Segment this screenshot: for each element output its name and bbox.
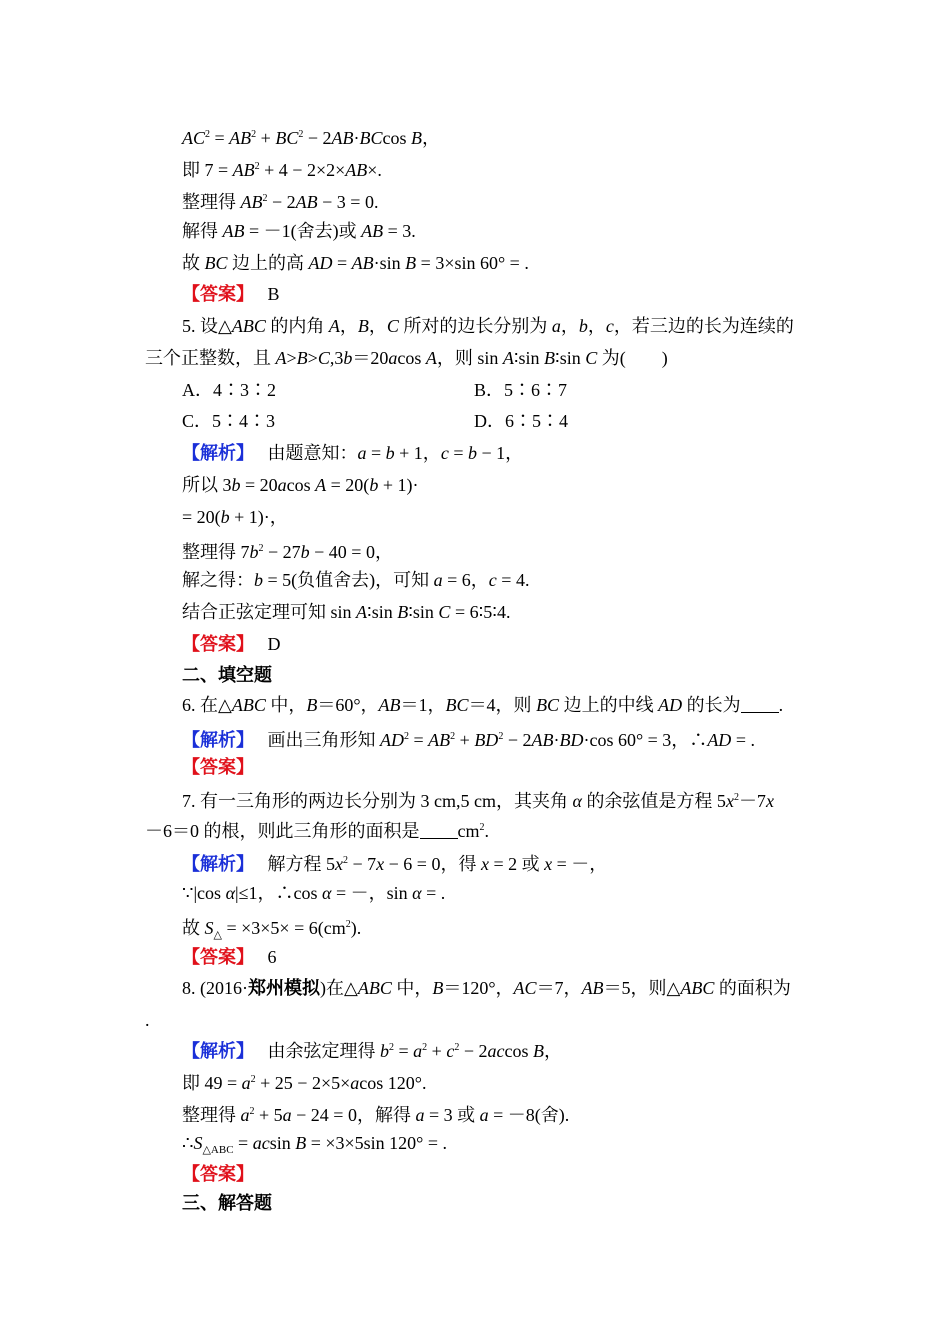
text-segment: BC (275, 128, 299, 148)
text-segment: BD (474, 730, 499, 750)
text-segment: AB (240, 192, 263, 212)
text-line (182, 850, 607, 876)
choice-option: C．5∶4∶3 (182, 411, 276, 431)
text-segment: ， (560, 316, 579, 336)
text-segment: 2 (479, 822, 485, 833)
text-segment: = －1(舍去)或 (244, 221, 362, 241)
text-segment: = (409, 730, 429, 750)
text-segment: + 1)·， (229, 507, 288, 527)
text-line (182, 220, 416, 242)
text-segment: ∵|cos (182, 883, 226, 903)
text-segment: 解之得： (182, 570, 254, 590)
text-segment: cos (397, 348, 426, 368)
text-segment: a (551, 316, 561, 336)
text-segment: ， (368, 316, 387, 336)
text-segment: a (433, 570, 443, 590)
text-line (182, 977, 791, 999)
text-segment: ， (587, 316, 606, 336)
text-segment: = －， (552, 854, 608, 874)
text-segment: . (145, 1010, 150, 1030)
text-segment: ， (543, 1041, 562, 1061)
text-segment: = . (421, 883, 446, 903)
text-segment: BC (536, 695, 560, 715)
text-line (182, 664, 272, 686)
text-segment: c (496, 1041, 505, 1061)
text-segment: x (765, 791, 774, 811)
text-segment: 的内角 (265, 316, 329, 336)
text-line (182, 882, 445, 904)
text-segment: α (225, 883, 236, 903)
text-segment: AB (295, 192, 318, 212)
text-segment: A (356, 602, 368, 622)
text-segment: − 7 (348, 854, 377, 874)
text-segment: = (210, 128, 230, 148)
text-segment: x (480, 854, 489, 874)
text-segment: 2 (298, 129, 304, 140)
text-segment: 2 (262, 193, 268, 204)
blank-underline (741, 696, 779, 713)
text-segment: 结合正弦定理可知 sin (182, 602, 357, 622)
text-segment: sin (269, 1133, 296, 1153)
text-line (182, 601, 510, 623)
analysis-label: 【解析】 (182, 854, 245, 875)
text-line (182, 1192, 272, 1214)
text-line (182, 1069, 426, 1094)
text-segment: AD (380, 730, 404, 750)
text-segment: |≤1，∴cos (235, 883, 322, 903)
text-segment: 2 (254, 161, 260, 172)
text-segment: 三个正整数，且 (145, 348, 276, 368)
text-segment: S (193, 1133, 203, 1153)
text-segment: 2 (422, 1042, 428, 1053)
text-segment: ·cos 60° = 3，∴ (583, 730, 708, 750)
text-segment: a (415, 1105, 425, 1125)
text-segment: + 1， (394, 443, 441, 463)
text-segment: = (332, 253, 352, 273)
text-segment: AB (232, 160, 255, 180)
text-segment: b (385, 443, 395, 463)
text-segment: + (455, 730, 475, 750)
text-segment: 由题意知： (245, 443, 358, 463)
text-line (145, 817, 489, 842)
text-segment: 即 7 = (182, 160, 233, 180)
text-segment: D (245, 634, 281, 654)
text-segment: 2 (345, 919, 351, 930)
text-segment: b (343, 348, 353, 368)
text-segment: 2 (498, 731, 504, 742)
text-line (182, 756, 254, 779)
text-segment: b (467, 443, 477, 463)
answer-label: 【答案】 (182, 947, 245, 968)
text-segment: cos 120°. (359, 1073, 427, 1093)
text-segment: − 2 (503, 730, 532, 750)
blank-underline (420, 822, 458, 839)
text-segment: ∶sin (367, 602, 398, 622)
text-segment: 故 (182, 918, 205, 938)
text-segment: a (487, 1041, 497, 1061)
text-segment: 2 (389, 1042, 394, 1053)
text-segment: = (233, 1133, 253, 1153)
text-segment: a (241, 1073, 251, 1093)
text-segment: AB (229, 128, 252, 148)
text-segment: 2 (205, 129, 211, 140)
text-segment: ， (422, 128, 441, 148)
text-segment: = －8(舍). (488, 1105, 570, 1125)
text-segment: 整理得 7 (182, 542, 250, 562)
text-line (182, 188, 378, 213)
text-segment: − 2 (267, 192, 296, 212)
text-segment: ＝4，则 (468, 695, 537, 715)
text-segment: ＝7， (536, 978, 582, 998)
text-segment: ac (252, 1133, 270, 1153)
text-segment: △ABC (202, 1144, 234, 1156)
text-segment: 7. 有一三角形的两边长分别为 3 cm,5 cm，其夹角 (182, 791, 573, 811)
text-segment: ∶sin (408, 602, 439, 622)
choice-option: A．4∶3∶2 (182, 380, 276, 400)
text-line (182, 410, 568, 432)
text-segment: 为( ) (597, 348, 668, 368)
text-segment: α (322, 883, 332, 903)
text-segment: c (440, 443, 449, 463)
text-segment: a (479, 1105, 489, 1125)
analysis-label: 【解析】 (182, 1041, 245, 1062)
text-segment: = (394, 1041, 414, 1061)
text-segment: 2 (450, 731, 456, 742)
text-segment: 解得 (182, 221, 223, 241)
text-segment: . (778, 695, 784, 715)
section-heading: 二、填空题 (182, 665, 272, 685)
text-segment: α (412, 883, 422, 903)
text-segment: B (306, 695, 318, 715)
text-segment: b (220, 507, 230, 527)
text-segment: ). (350, 918, 362, 938)
text-segment: + 25 − 2×5× (255, 1073, 351, 1093)
text-segment: 的长为 (682, 695, 741, 715)
text-line (182, 694, 783, 716)
text-segment: = 3 或 (424, 1105, 480, 1125)
text-segment: = (448, 443, 468, 463)
text-segment: b (249, 542, 259, 562)
text-segment: 中， (265, 695, 307, 715)
text-line (182, 379, 567, 401)
text-segment: + 4 − 2×2× (259, 160, 346, 180)
text-line (182, 787, 774, 812)
text-segment: ABC (357, 978, 392, 998)
text-segment: α (572, 791, 582, 811)
text-segment: ∶sin (555, 348, 586, 368)
text-segment: + (427, 1041, 447, 1061)
answer-label: 【答案】 (182, 634, 245, 655)
text-segment: 2 (343, 855, 348, 866)
text-segment: A (328, 316, 340, 336)
text-segment: A (425, 348, 437, 368)
section-heading: 三、解答题 (182, 1193, 272, 1213)
text-segment: − 2 (303, 128, 332, 148)
text-segment: AB (531, 730, 554, 750)
analysis-label: 【解析】 (182, 730, 245, 751)
text-line (182, 1101, 569, 1126)
text-segment: S (204, 918, 214, 938)
analysis-label: 【解析】 (182, 443, 245, 464)
text-segment: AB (361, 221, 384, 241)
text-segment: ABC (231, 316, 266, 336)
text-segment: D．6∶5∶4 (474, 411, 568, 431)
text-segment: ∶sin (513, 348, 545, 368)
text-segment: B．5∶6∶7 (474, 380, 568, 400)
text-segment: 2 (258, 543, 264, 554)
text-segment: ＝120°， (443, 978, 514, 998)
text-segment: = 5(负值舍去)，可知 (263, 570, 434, 590)
answer-label: 【答案】 (182, 284, 245, 305)
text-segment: 即 49 = (182, 1073, 242, 1093)
text-segment: = 3. (383, 221, 416, 241)
text-segment: ABC (231, 695, 266, 715)
text-segment: a (282, 1105, 292, 1125)
text-segment: B (532, 1041, 544, 1061)
section-heading: 郑州模拟 (248, 978, 320, 998)
text-segment: 6 (245, 947, 277, 967)
text-segment: ×. (367, 160, 382, 180)
text-segment: AC (513, 978, 537, 998)
text-segment: b (231, 475, 241, 495)
text-line (182, 506, 288, 528)
text-segment: − 40 = 0， (309, 542, 393, 562)
text-segment: a (388, 348, 398, 368)
text-segment: = ×3×5× = 6(cm (221, 918, 346, 938)
text-segment: − 1， (476, 443, 524, 463)
text-line (182, 538, 393, 563)
text-segment: a (413, 1041, 423, 1061)
text-segment: a (350, 1073, 360, 1093)
text-segment: = －，sin (331, 883, 413, 903)
text-segment: AB (428, 730, 451, 750)
text-segment: − 3 = 0. (317, 192, 379, 212)
text-segment: = 4. (496, 570, 530, 590)
text-segment: − 6 = 0，得 (384, 854, 481, 874)
text-segment: ABC (680, 978, 715, 998)
text-line (182, 1163, 254, 1186)
text-segment: a (240, 1105, 250, 1125)
text-segment: BD (559, 730, 584, 750)
text-line (182, 914, 361, 946)
text-segment: ＝1， (400, 695, 446, 715)
text-segment: = 6∶5∶4. (450, 602, 511, 622)
text-segment: 的余弦值是方程 5 (581, 791, 726, 811)
text-segment: C (317, 348, 330, 368)
text-line (145, 347, 668, 369)
text-segment: AB (331, 128, 354, 148)
text-segment: ,3 (329, 348, 344, 368)
text-line (182, 1037, 562, 1063)
text-segment: 2 (404, 731, 409, 742)
text-segment: 所对的边长分别为 (398, 316, 552, 336)
text-segment: －6＝0 的根，则此三角形的面积是 (145, 821, 420, 841)
text-segment: B (397, 602, 409, 622)
text-segment: 故 (182, 253, 205, 273)
text-segment: C (585, 348, 598, 368)
text-segment: = 6， (442, 570, 489, 590)
text-segment: ＝20 (352, 348, 389, 368)
text-segment: · (553, 730, 560, 750)
text-segment: = . (731, 730, 755, 750)
text-segment: = (366, 443, 386, 463)
text-segment: B (295, 1133, 307, 1153)
text-segment: A (502, 348, 514, 368)
text-line (182, 442, 523, 465)
text-segment: 2 (250, 1074, 256, 1085)
text-segment: ，则 sin (436, 348, 503, 368)
text-segment: = 20( (326, 475, 370, 495)
text-segment: + 5 (254, 1105, 283, 1125)
text-segment: = 20 (240, 475, 278, 495)
text-segment: ＝5，则△ (603, 978, 681, 998)
text-segment: C (386, 316, 399, 336)
text-segment: AD (308, 253, 333, 273)
text-segment: 5. 设△ (182, 316, 232, 336)
text-line (182, 569, 529, 591)
text-segment: AD (707, 730, 732, 750)
text-segment: 的面积为 (714, 978, 791, 998)
text-segment: ∴ (182, 1133, 194, 1153)
text-segment: B (245, 284, 280, 304)
text-segment: 边上的高 (227, 253, 309, 273)
text-segment: AD (658, 695, 683, 715)
text-segment: 8. (2016· (182, 978, 248, 998)
text-segment: C (438, 602, 451, 622)
text-segment: A (275, 348, 287, 368)
text-segment: cos (504, 1041, 533, 1061)
text-segment: = ×3×5sin 120° = . (306, 1133, 448, 1153)
text-segment: > (286, 348, 297, 368)
text-segment: cm (457, 821, 480, 841)
answer-label: 【答案】 (182, 1164, 254, 1185)
text-segment: − 2 (459, 1041, 488, 1061)
text-segment: 整理得 (182, 1105, 241, 1125)
text-segment: BC (359, 128, 383, 148)
text-segment: c (488, 570, 497, 590)
text-line (182, 283, 280, 306)
text-segment: b (380, 1041, 389, 1061)
text-segment: 由余弦定理得 (245, 1041, 380, 1061)
text-line (182, 1132, 447, 1161)
text-segment: ＝60°， (317, 695, 379, 715)
text-segment: ， (339, 316, 358, 336)
text-segment: BC (445, 695, 469, 715)
text-segment: B (405, 253, 417, 273)
text-segment: b (369, 475, 379, 495)
text-segment: B (357, 316, 369, 336)
text-segment: 6. 在△ (182, 695, 232, 715)
text-segment: 2 (733, 792, 739, 803)
text-segment: 画出三角形知 (245, 730, 380, 750)
text-segment: )在△ (320, 978, 358, 998)
text-segment: x (376, 854, 385, 874)
text-segment: AC (182, 128, 206, 148)
text-segment: ·sin (373, 253, 406, 273)
text-segment: − 24 = 0，解得 (291, 1105, 416, 1125)
text-line (182, 633, 281, 656)
text-segment: + 1)· (378, 475, 419, 495)
text-segment: AB (378, 695, 401, 715)
text-segment: x (725, 791, 734, 811)
text-segment: x (335, 854, 343, 874)
text-segment: c (605, 316, 614, 336)
text-segment: 2 (454, 1042, 460, 1053)
text-segment: = 3×sin 60° = . (416, 253, 529, 273)
answer-label: 【答案】 (182, 757, 254, 778)
text-segment: = 20( (182, 507, 221, 527)
text-segment: 整理得 (182, 192, 241, 212)
text-segment: a (277, 475, 287, 495)
text-segment: 边上的中线 (559, 695, 659, 715)
text-segment: b (254, 570, 263, 590)
text-segment: B (411, 128, 423, 148)
text-segment: ，若三边的长为连续的 (613, 316, 794, 336)
text-line (145, 1009, 150, 1031)
text-segment: c (446, 1041, 455, 1061)
text-segment: B (296, 348, 308, 368)
text-segment: a (357, 443, 367, 463)
text-segment: x (544, 854, 553, 874)
text-segment: > (307, 348, 318, 368)
text-segment: b (300, 542, 310, 562)
text-line (182, 474, 418, 496)
text-segment: B (544, 348, 556, 368)
text-line (182, 252, 529, 274)
text-segment: AB (351, 253, 374, 273)
text-segment: b (578, 316, 588, 336)
text-segment: AB (581, 978, 604, 998)
text-segment: BC (204, 253, 228, 273)
text-line (182, 726, 755, 752)
text-segment: cos (382, 128, 412, 148)
text-segment: 解方程 5 (245, 854, 335, 874)
text-segment: 所以 3 (182, 475, 232, 495)
text-line (182, 946, 277, 969)
text-segment: + (256, 128, 276, 148)
text-segment: 2 (249, 1106, 255, 1117)
text-segment: . (484, 821, 489, 841)
text-line (182, 315, 794, 337)
text-segment: AB (345, 160, 368, 180)
text-segment: 中， (391, 978, 433, 998)
text-line (182, 156, 382, 181)
text-segment: －7 (738, 791, 766, 811)
text-segment: △ (213, 929, 222, 941)
text-segment: B (432, 978, 444, 998)
text-segment: A (315, 475, 327, 495)
text-segment: AB (222, 221, 245, 241)
text-segment: · (353, 128, 360, 148)
text-segment: cos (286, 475, 316, 495)
text-segment: = 2 或 (488, 854, 545, 874)
text-line (182, 124, 440, 149)
text-segment: 2 (251, 129, 257, 140)
text-segment: − 27 (263, 542, 301, 562)
